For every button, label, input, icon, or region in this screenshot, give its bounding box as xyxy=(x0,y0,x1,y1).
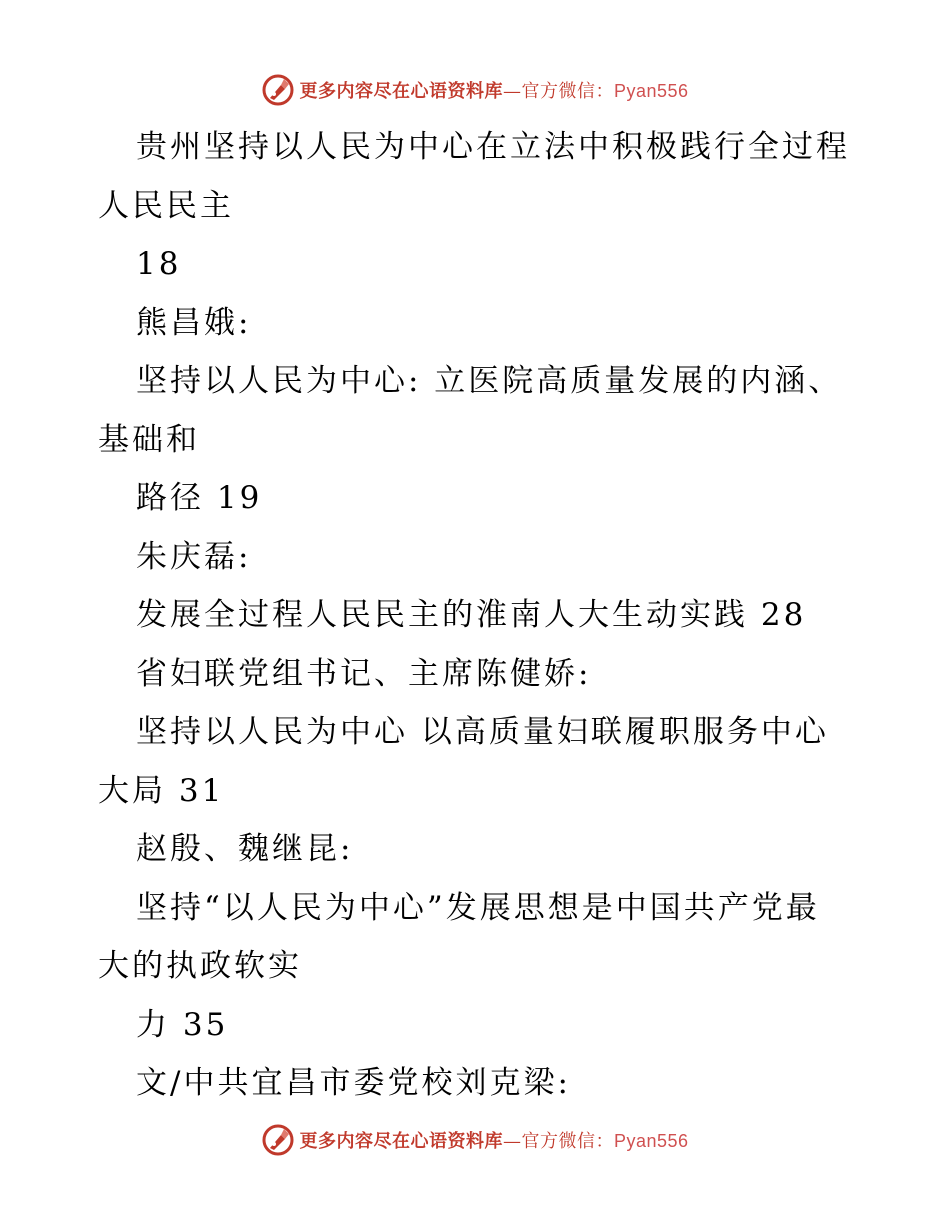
watermark-text xyxy=(299,77,688,103)
text-line: 大局 31 xyxy=(98,772,225,809)
watermark-separator: — xyxy=(502,81,522,102)
pen-logo-icon xyxy=(261,73,295,107)
watermark-separator: — xyxy=(502,1131,522,1152)
watermark-main-text: 更多内容尽在心语资料库 xyxy=(299,1131,503,1152)
text-line: 力 35 xyxy=(136,1006,229,1043)
text-line: 发展全过程人民民主的淮南人大生动实践 28 xyxy=(136,597,807,633)
text-line: 18 xyxy=(136,246,182,282)
watermark-main-text: 更多内容尽在心语资料库 xyxy=(299,81,503,102)
footer-watermark xyxy=(0,1120,950,1160)
text-line: 熊昌娥: xyxy=(136,304,252,341)
text-line: 坚持以人民为中心 以高质量妇联履职服务中心 xyxy=(136,714,829,750)
watermark-wechat-label: 官方微信： xyxy=(521,81,614,102)
pen-logo-icon xyxy=(261,1123,295,1157)
text-line: 人民民主 xyxy=(98,187,234,224)
text-line: 基础和 xyxy=(98,421,200,458)
watermark-wechat-id: Pyan556 xyxy=(613,81,689,101)
text-line: 文/中共宜昌市委党校刘克梁: xyxy=(136,1065,571,1101)
watermark-wechat-id: Pyan556 xyxy=(613,1131,689,1151)
watermark-wechat-label: 官方微信： xyxy=(521,1131,614,1152)
text-line: 大的执政软实 xyxy=(98,948,302,984)
text-line: 路径 19 xyxy=(136,480,263,516)
text-line: 省妇联党组书记、主席陈健娇: xyxy=(136,655,592,692)
text-line: 贵州坚持以人民为中心在立法中积极践行全过程 xyxy=(136,129,850,165)
text-line: 坚持“以人民为中心”发展思想是中国共产党最 xyxy=(136,889,820,926)
header-watermark xyxy=(0,70,950,110)
watermark-text xyxy=(299,1127,688,1153)
document-body xyxy=(98,118,858,1113)
text-line: 坚持以人民为中心: 立医院高质量发展的内涵、 xyxy=(136,363,843,399)
text-line: 朱庆磊: xyxy=(136,538,252,575)
text-line: 赵殷、魏继昆: xyxy=(136,831,354,867)
